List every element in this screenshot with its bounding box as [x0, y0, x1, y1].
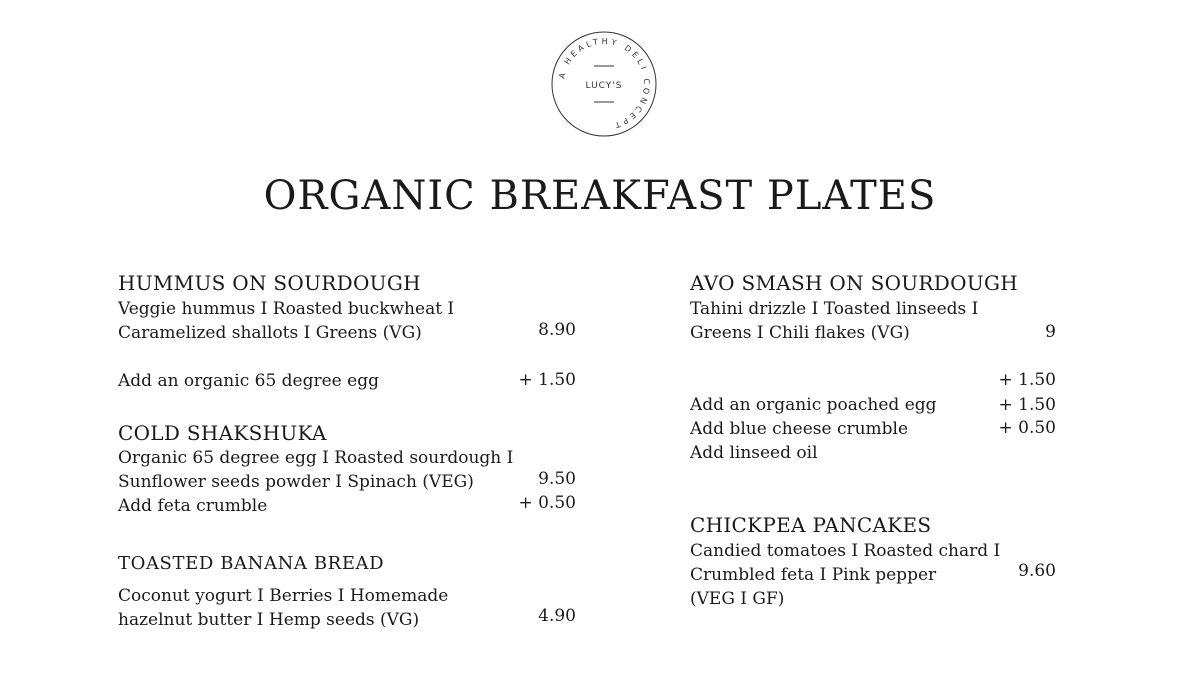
- item-desc-hummus-2: Caramelized shallots I Greens (VG): [118, 323, 422, 343]
- addon-price-shakshuka-feta: + 0.50: [518, 493, 576, 513]
- item-desc-shakshuka-1: Organic 65 degree egg I Roasted sourdough I: [118, 448, 514, 468]
- addon-hummus-egg: Add an organic 65 degree egg: [118, 371, 379, 391]
- item-price-avo-smash: 9: [1045, 322, 1056, 342]
- addon-avo-poached-egg: Add an organic poached egg: [690, 395, 937, 415]
- menu-title: ORGANIC BREAKFAST PLATES: [263, 173, 937, 219]
- addon-price-avo-1: + 1.50: [998, 370, 1056, 390]
- item-desc-hummus-1: Veggie hummus I Roasted buckwheat I: [118, 299, 455, 319]
- logo-ring-text: A HEALTHY DELI CONCEPT: [557, 36, 652, 131]
- item-desc-shakshuka-2: Sunflower seeds powder I Spinach (VEG): [118, 472, 474, 492]
- logo-name: LUCY'S: [585, 81, 623, 91]
- item-price-chickpea-pancakes: 9.60: [1018, 561, 1056, 581]
- item-desc-chickpea-3: (VEG I GF): [690, 589, 785, 609]
- addon-avo-blue-cheese: Add blue cheese crumble: [690, 419, 909, 439]
- lucys-logo: [550, 30, 658, 138]
- item-price-banana-bread: 4.90: [538, 606, 576, 626]
- item-name-avo-smash: AVO SMASH ON SOURDOUGH: [690, 271, 1018, 295]
- addon-shakshuka-feta: Add feta crumble: [118, 496, 268, 516]
- addon-price-avo-2: + 1.50: [998, 395, 1056, 415]
- item-name-chickpea-pancakes: CHICKPEA PANCAKES: [690, 513, 932, 537]
- item-desc-avo-1: Tahini drizzle I Toasted linseeds I: [690, 299, 979, 319]
- item-price-hummus: 8.90: [538, 320, 576, 340]
- item-desc-banana-2: hazelnut butter I Hemp seeds (VG): [118, 610, 420, 630]
- addon-price-avo-3: + 0.50: [998, 418, 1056, 438]
- item-name-banana-bread: TOASTED BANANA BREAD: [118, 553, 385, 574]
- item-price-shakshuka: 9.50: [538, 469, 576, 489]
- item-desc-chickpea-1: Candied tomatoes I Roasted chard I: [690, 541, 1001, 561]
- item-desc-avo-2: Greens I Chili flakes (VG): [690, 323, 910, 343]
- item-name-hummus: HUMMUS ON SOURDOUGH: [118, 271, 421, 295]
- item-desc-chickpea-2: Crumbled feta I Pink pepper: [690, 565, 937, 585]
- item-name-shakshuka: COLD SHAKSHUKA: [118, 421, 327, 445]
- addon-price-hummus-egg: + 1.50: [518, 370, 576, 390]
- item-desc-banana-1: Coconut yogurt I Berries I Homemade: [118, 586, 449, 606]
- addon-avo-linseed-oil: Add linseed oil: [690, 443, 818, 463]
